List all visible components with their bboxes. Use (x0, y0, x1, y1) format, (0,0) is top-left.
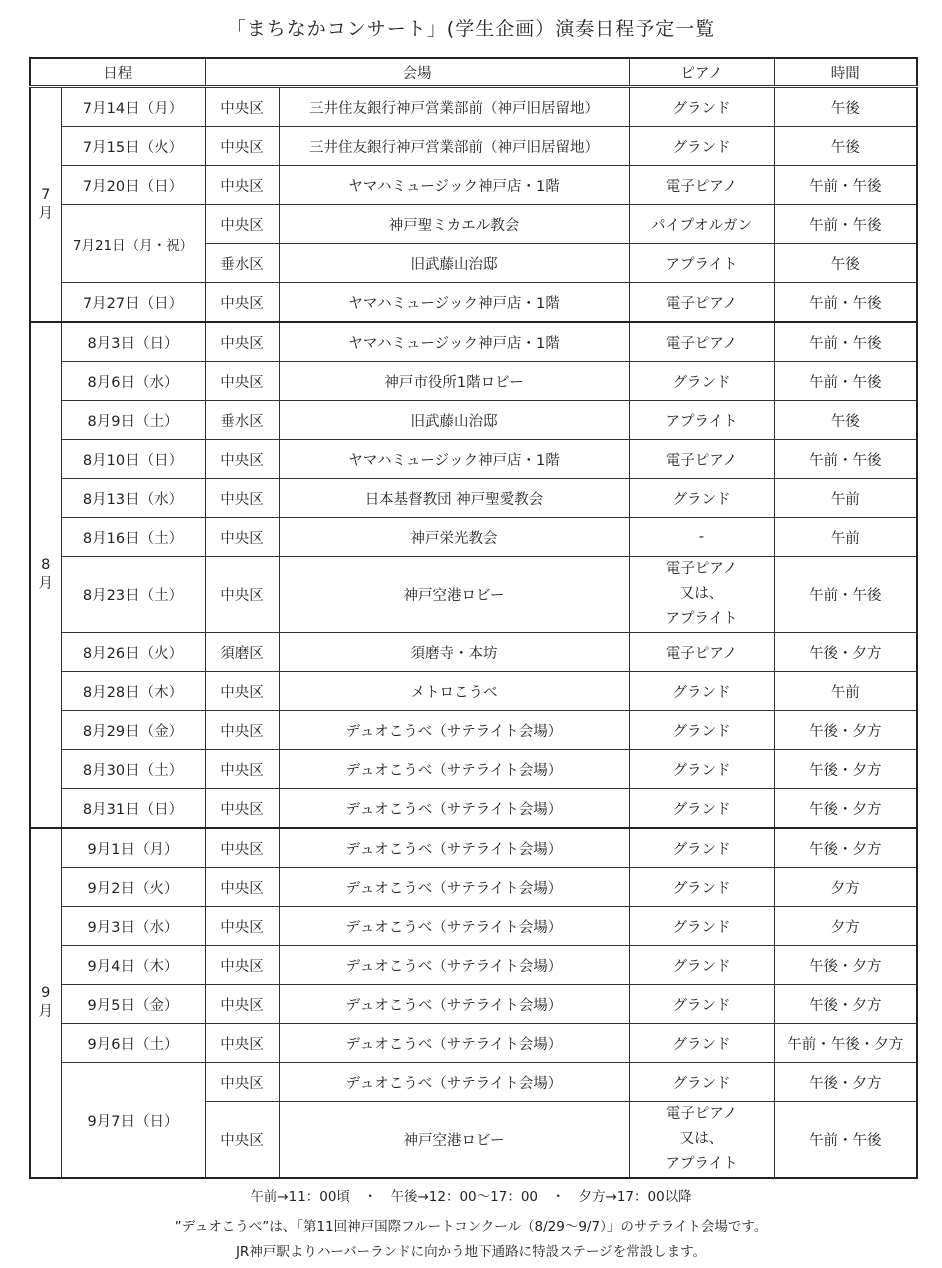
time-cell: 午前 (774, 672, 917, 711)
time-cell: 午前・午後 (774, 1102, 917, 1179)
venue-cell: デュオこうべ（サテライト会場） (279, 750, 629, 789)
date-cell: 8月3日（日） (61, 322, 205, 362)
date-cell: 8月30日（土） (61, 750, 205, 789)
venue-cell: 神戸空港ロビー (279, 1102, 629, 1179)
date-cell: 9月6日（土） (61, 1024, 205, 1063)
date-cell: 8月29日（金） (61, 711, 205, 750)
venue-cell: ヤマハミュージック神戸店・1階 (279, 322, 629, 362)
time-cell: 午前・午後 (774, 557, 917, 633)
ward-cell: 中央区 (205, 283, 279, 323)
venue-cell: 神戸栄光教会 (279, 518, 629, 557)
table-row (30, 127, 917, 166)
date-cell: 7月20日（日） (61, 166, 205, 205)
table-row (30, 401, 917, 440)
date-cell: 7月21日（月・祝） (61, 205, 205, 283)
table-row (30, 1063, 917, 1102)
venue-cell: デュオこうべ（サテライト会場） (279, 711, 629, 750)
piano-cell: 電子ピアノ 又は、 アプライト (629, 1102, 774, 1179)
piano-cell: グランド (629, 789, 774, 829)
date-cell: 9月5日（金） (61, 985, 205, 1024)
ward-cell: 中央区 (205, 672, 279, 711)
ward-cell: 中央区 (205, 946, 279, 985)
time-cell: 午後・夕方 (774, 828, 917, 868)
note-line-2: JR神戸駅よりハーバーランドに向かう地下通路に特設ステージを常設します。 (235, 1244, 707, 1260)
time-cell: 午後・夕方 (774, 1063, 917, 1102)
ward-cell: 中央区 (205, 440, 279, 479)
venue-cell: デュオこうべ（サテライト会場） (279, 985, 629, 1024)
ward-cell: 中央区 (205, 828, 279, 868)
time-cell: 午前 (774, 518, 917, 557)
schedule-body (30, 87, 917, 1179)
time-cell: 午後 (774, 244, 917, 283)
piano-cell: グランド (629, 479, 774, 518)
ward-cell: 中央区 (205, 362, 279, 401)
time-cell: 午後・夕方 (774, 789, 917, 829)
ward-cell: 中央区 (205, 479, 279, 518)
month-label: 8 月 (30, 322, 61, 828)
ward-cell: 中央区 (205, 557, 279, 633)
table-row (30, 205, 917, 244)
ward-cell: 須磨区 (205, 633, 279, 672)
venue-cell: 神戸市役所1階ロビー (279, 362, 629, 401)
schedule-table (29, 57, 918, 1179)
time-cell: 午前・午後 (774, 322, 917, 362)
time-cell: 午後・夕方 (774, 750, 917, 789)
ward-cell: 垂水区 (205, 401, 279, 440)
ward-cell: 中央区 (205, 750, 279, 789)
time-cell: 午前・午後・夕方 (774, 1024, 917, 1063)
venue-cell: デュオこうべ（サテライト会場） (279, 907, 629, 946)
table-row (30, 479, 917, 518)
date-cell: 9月4日（木） (61, 946, 205, 985)
date-cell: 7月27日（日） (61, 283, 205, 323)
time-cell: 午後 (774, 127, 917, 166)
piano-cell: アプライト (629, 244, 774, 283)
piano-cell: アプライト (629, 401, 774, 440)
piano-cell: グランド (629, 946, 774, 985)
time-cell: 午後・夕方 (774, 946, 917, 985)
piano-cell: - (629, 518, 774, 557)
venue-cell: デュオこうべ（サテライト会場） (279, 1063, 629, 1102)
table-row (30, 87, 917, 127)
time-cell: 午前・午後 (774, 283, 917, 323)
ward-cell: 中央区 (205, 518, 279, 557)
venue-cell: 須磨寺・本坊 (279, 633, 629, 672)
date-cell: 7月14日（月） (61, 87, 205, 127)
ward-cell: 中央区 (205, 711, 279, 750)
piano-cell: 電子ピアノ (629, 322, 774, 362)
piano-cell: パイプオルガン (629, 205, 774, 244)
date-cell: 8月31日（日） (61, 789, 205, 829)
venue-cell: ヤマハミュージック神戸店・1階 (279, 283, 629, 323)
ward-cell: 中央区 (205, 205, 279, 244)
time-cell: 午前・午後 (774, 166, 917, 205)
venue-cell: ヤマハミュージック神戸店・1階 (279, 166, 629, 205)
time-cell: 午前・午後 (774, 440, 917, 479)
table-row (30, 362, 917, 401)
piano-cell: 電子ピアノ (629, 440, 774, 479)
month-label: 7 月 (30, 87, 61, 323)
piano-cell: グランド (629, 87, 774, 127)
venue-cell: 神戸空港ロビー (279, 557, 629, 633)
table-row (30, 633, 917, 672)
time-cell: 夕方 (774, 868, 917, 907)
table-row (30, 907, 917, 946)
piano-cell: グランド (629, 750, 774, 789)
month-label: 9 月 (30, 828, 61, 1178)
date-cell: 9月3日（水） (61, 907, 205, 946)
table-row (30, 1024, 917, 1063)
piano-cell: グランド (629, 127, 774, 166)
venue-cell: 神戸聖ミカエル教会 (279, 205, 629, 244)
table-row (30, 789, 917, 829)
header-venue: 会場 (205, 58, 629, 87)
table-row (30, 672, 917, 711)
time-legend: 午前→11：00頃 ・ 午後→12：00～17：00 ・ 夕方→17：00以降 (250, 1189, 692, 1205)
venue-cell: デュオこうべ（サテライト会場） (279, 1024, 629, 1063)
ward-cell: 中央区 (205, 789, 279, 829)
time-cell: 午後・夕方 (774, 633, 917, 672)
venue-cell: 旧武藤山治邸 (279, 244, 629, 283)
ward-cell: 中央区 (205, 868, 279, 907)
time-cell: 午後・夕方 (774, 711, 917, 750)
date-cell: 9月2日（火） (61, 868, 205, 907)
venue-cell: ヤマハミュージック神戸店・1階 (279, 440, 629, 479)
piano-cell: グランド (629, 985, 774, 1024)
date-cell: 9月1日（月） (61, 828, 205, 868)
ward-cell: 中央区 (205, 1063, 279, 1102)
piano-cell: 電子ピアノ (629, 633, 774, 672)
date-cell: 8月26日（火） (61, 633, 205, 672)
date-cell: 8月16日（土） (61, 518, 205, 557)
piano-cell: グランド (629, 907, 774, 946)
date-cell: 8月23日（土） (61, 557, 205, 633)
piano-cell: グランド (629, 1024, 774, 1063)
table-row (30, 985, 917, 1024)
venue-cell: メトロこうべ (279, 672, 629, 711)
venue-cell: 三井住友銀行神戸営業部前（神戸旧居留地） (279, 87, 629, 127)
table-row (30, 557, 917, 633)
piano-cell: 電子ピアノ (629, 166, 774, 205)
venue-cell: 日本基督教団 神戸聖愛教会 (279, 479, 629, 518)
piano-cell: グランド (629, 362, 774, 401)
table-row (30, 518, 917, 557)
ward-cell: 中央区 (205, 1024, 279, 1063)
ward-cell: 中央区 (205, 87, 279, 127)
date-cell: 7月15日（火） (61, 127, 205, 166)
ward-cell: 中央区 (205, 127, 279, 166)
time-cell: 午後・夕方 (774, 985, 917, 1024)
venue-cell: デュオこうべ（サテライト会場） (279, 789, 629, 829)
table-row (30, 828, 917, 868)
date-cell: 9月7日（日） (61, 1063, 205, 1179)
header-date: 日程 (30, 58, 205, 87)
date-cell: 8月28日（木） (61, 672, 205, 711)
header-row (30, 58, 917, 87)
ward-cell: 中央区 (205, 985, 279, 1024)
table-row (30, 750, 917, 789)
piano-cell: グランド (629, 672, 774, 711)
time-cell: 午前・午後 (774, 205, 917, 244)
date-cell: 8月9日（土） (61, 401, 205, 440)
venue-cell: デュオこうべ（サテライト会場） (279, 868, 629, 907)
page-title: 「まちなかコンサート」(学生企画）演奏日程予定一覧 (226, 18, 716, 40)
venue-cell: デュオこうべ（サテライト会場） (279, 828, 629, 868)
venue-cell: 旧武藤山治邸 (279, 401, 629, 440)
ward-cell: 中央区 (205, 166, 279, 205)
table-row (30, 868, 917, 907)
note-line-1: ”デュオこうべ”は、「第11回神戸国際フルートコンクール（8/29～9/7）」のサテライト会場です。 (174, 1219, 768, 1235)
piano-cell: 電子ピアノ 又は、 アプライト (629, 557, 774, 633)
ward-cell: 垂水区 (205, 244, 279, 283)
header-piano: ピアノ (629, 58, 774, 87)
time-cell: 午前・午後 (774, 362, 917, 401)
time-cell: 午前 (774, 479, 917, 518)
date-cell: 8月6日（水） (61, 362, 205, 401)
date-cell: 8月13日（水） (61, 479, 205, 518)
piano-cell: グランド (629, 868, 774, 907)
ward-cell: 中央区 (205, 907, 279, 946)
time-cell: 夕方 (774, 907, 917, 946)
table-row (30, 283, 917, 323)
piano-cell: グランド (629, 711, 774, 750)
venue-cell: 三井住友銀行神戸営業部前（神戸旧居留地） (279, 127, 629, 166)
ward-cell: 中央区 (205, 1102, 279, 1179)
table-row (30, 440, 917, 479)
table-row (30, 946, 917, 985)
table-row (30, 322, 917, 362)
table-row (30, 711, 917, 750)
time-cell: 午後 (774, 87, 917, 127)
header-time: 時間 (774, 58, 917, 87)
date-cell: 8月10日（日） (61, 440, 205, 479)
ward-cell: 中央区 (205, 322, 279, 362)
piano-cell: グランド (629, 828, 774, 868)
time-cell: 午後 (774, 401, 917, 440)
table-row (30, 166, 917, 205)
piano-cell: グランド (629, 1063, 774, 1102)
venue-cell: デュオこうべ（サテライト会場） (279, 946, 629, 985)
piano-cell: 電子ピアノ (629, 283, 774, 323)
